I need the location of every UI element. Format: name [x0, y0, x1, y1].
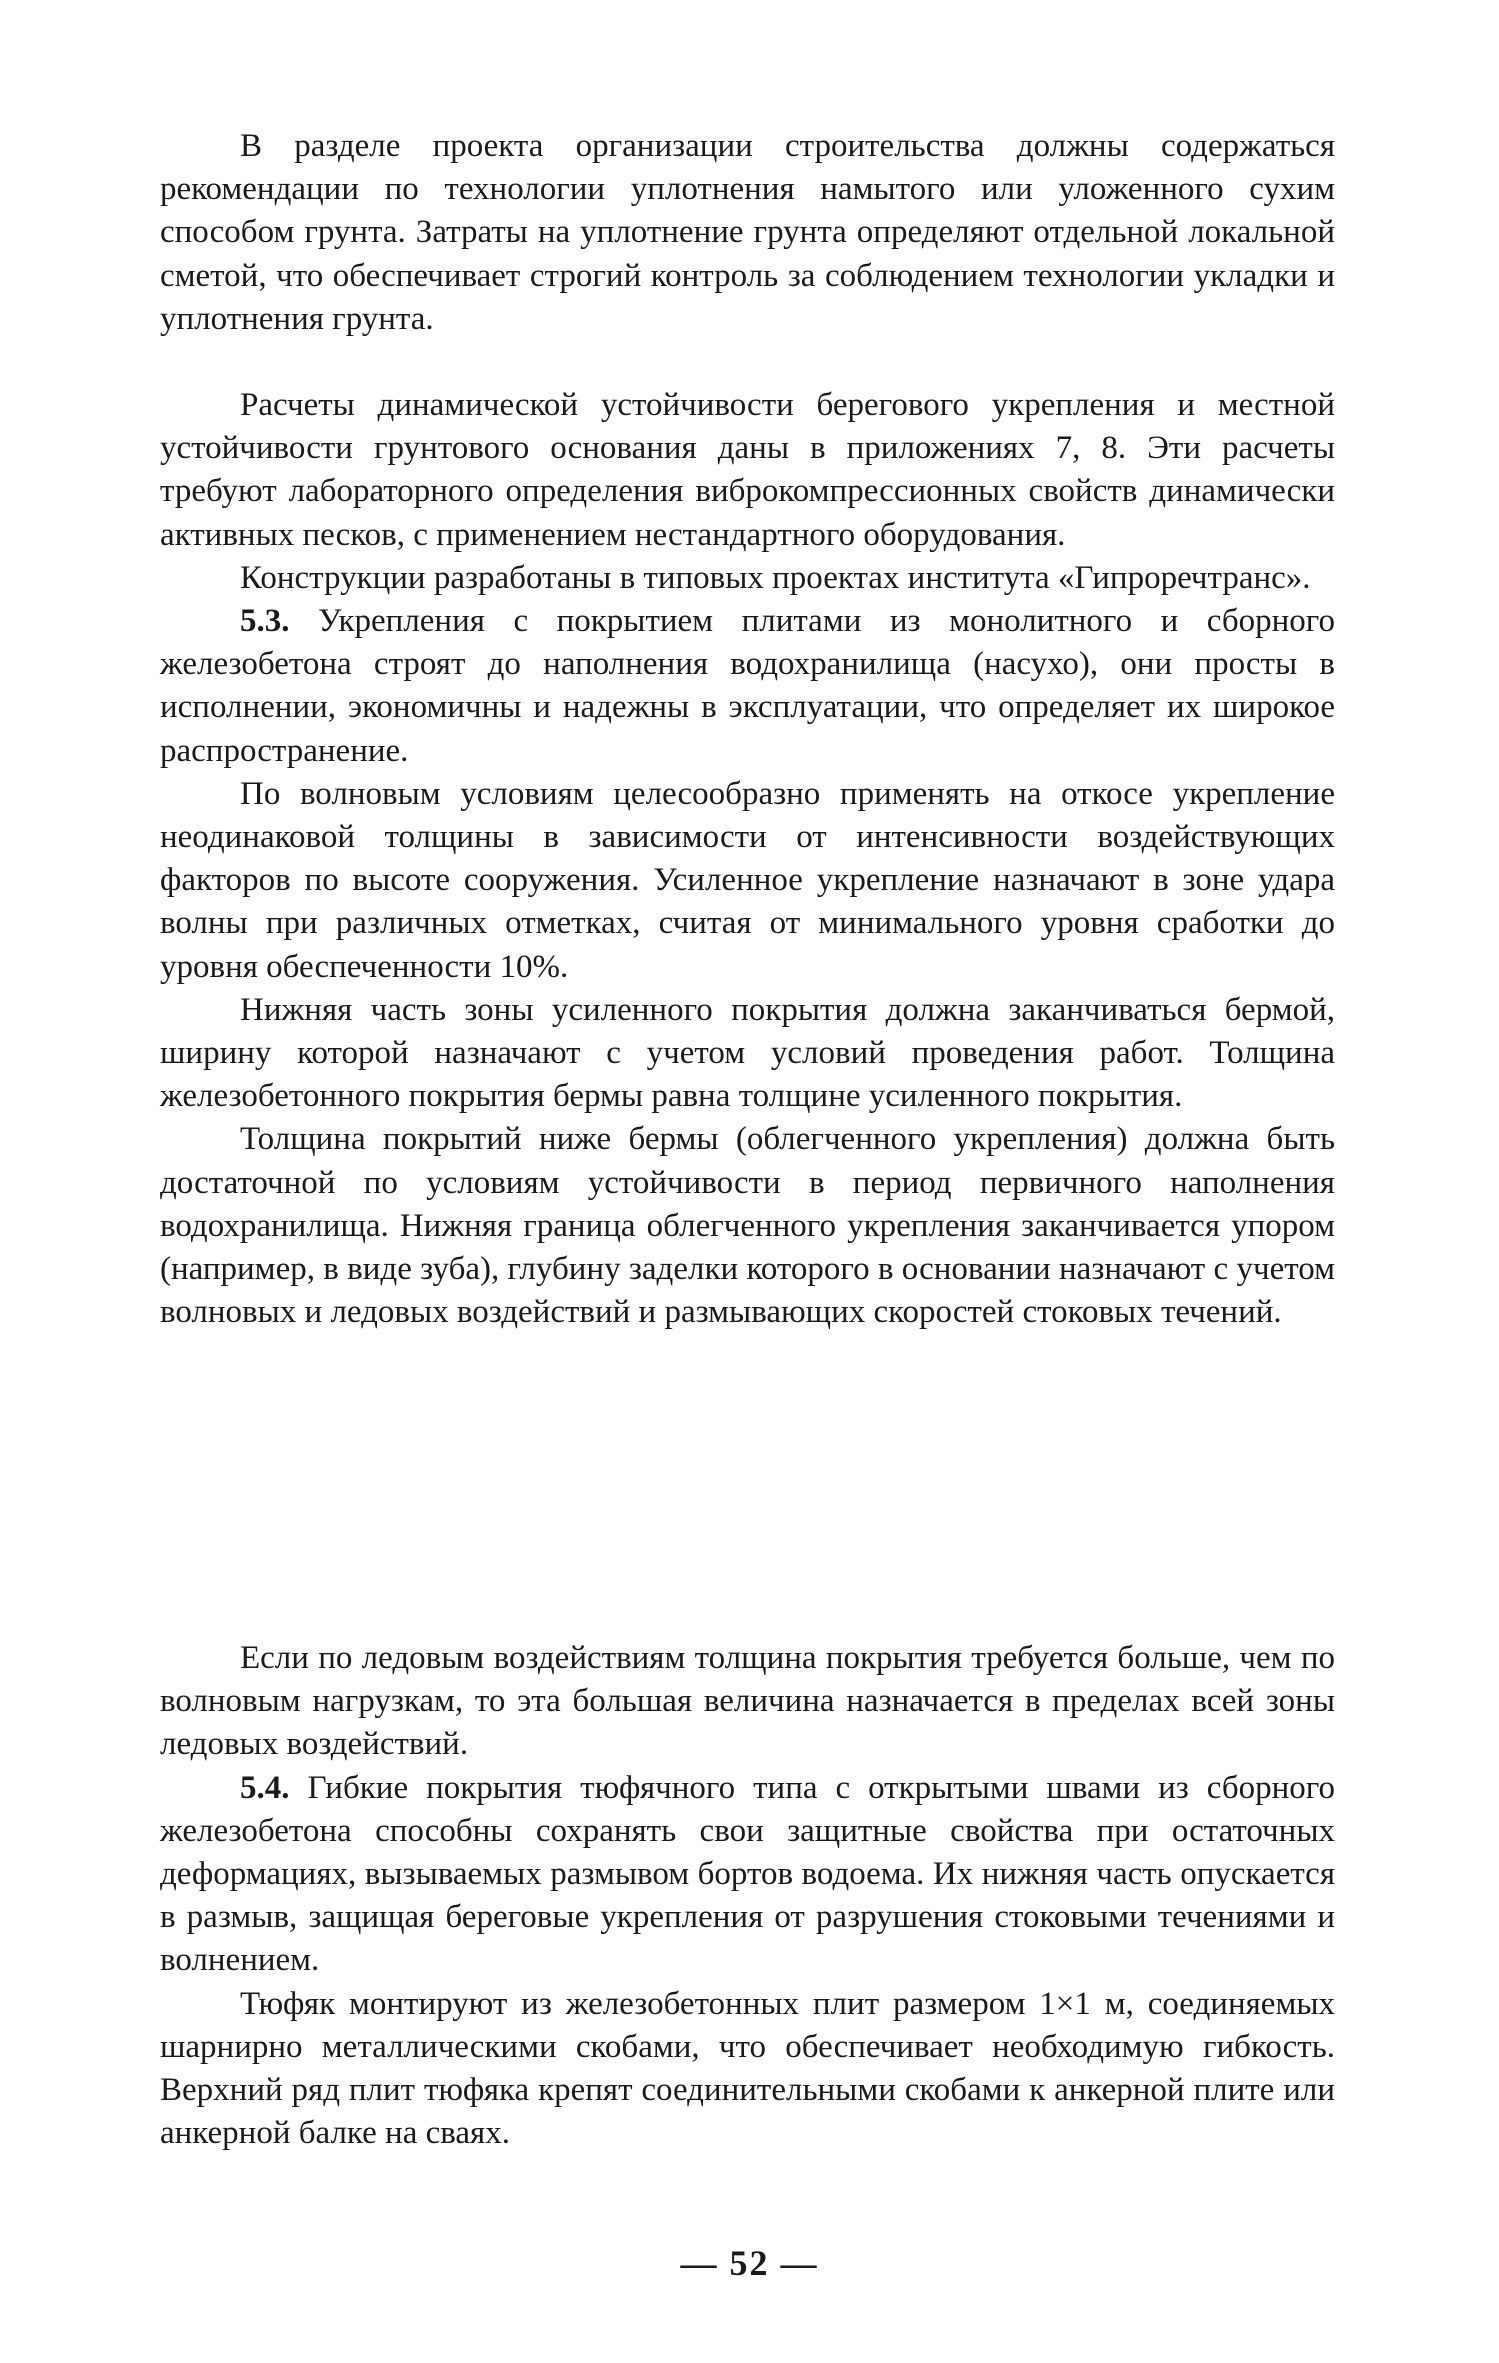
paragraph: [160, 1767, 1335, 1983]
text-block-3: [160, 1637, 1335, 2155]
paragraph-text: Укрепления с покрытием плитами из монолитного и сборного железобетона строят до наполнения водохранилища (насухо), они просты в исполнении, экономичны и надежны в эксплуатации, что определяет их широкое распространение.: [160, 603, 1335, 769]
section-number: 5.3.: [240, 603, 290, 640]
paragraph: [160, 1118, 1335, 1334]
paragraph-text: Нижняя часть зоны усиленного покрытия должна заканчиваться бермой, ширину которой назначают с учетом условий проведения работ. Толщина железобетонного покрытия бермы равна толщине усиленного покрытия.: [160, 991, 1335, 1115]
paragraph-text: Толщина покрытий ниже бермы (облегченного укрепления) должна быть достаточной по условиям устойчивости в период первичного наполнения водохранилища. Нижняя граница облегченного укрепления заканчивается упором (например, в виде зуба), глубину заделки которого в основании назначают с учетом волновых и ледовых воздействий и размывающих скоростей стоковых течений.: [160, 1121, 1335, 1331]
paragraph-text: В разделе проекта организации строительства должны содержаться рекомендации по технологии уплотнения намытого или уложенного сухим способом грунта. Затраты на уплотнение грунта определяют отдельной локальной сметой, что обеспечивает строгий контроль за соблюдением технологии укладки и уплотнения грунта.: [160, 128, 1335, 337]
paragraph-text: Тюфяк монтируют из железобетонных плит размером 1×1 м, соединяемых шарнирно металлическими скобами, что обеспечивает необходимую гибкость. Верхний ряд плит тюфяка крепят соединительными скобами к анкерной плите или анкерной балке на сваях.: [160, 1985, 1335, 2152]
paragraph: [160, 1637, 1335, 1767]
paragraph: [160, 557, 1335, 600]
page-number: — 52 —: [680, 2243, 819, 2283]
paragraph-text: Конструкции разработаны в типовых проектах института «Гипроречтранс».: [240, 559, 1311, 596]
paragraph: [160, 600, 1335, 773]
paragraph-text: Если по ледовым воздействиям толщина покрытия требуется больше, чем по волновым нагрузкам, то эта большая величина назначается в пределах всей зоны ледовых воздействий.: [160, 1640, 1335, 1763]
paragraph-text: Гибкие покрытия тюфячного типа с открытыми швами из сборного железобетона способны сохранять свои защитные свойства при остаточных деформациях, вызываемых размывом бортов водоема. Их нижняя часть опускается в размыв, защищая береговые укрепления от разрушения стоковыми течениями и волнением.: [160, 1769, 1336, 1979]
text-block-1: [160, 125, 1335, 341]
paragraph: [160, 125, 1335, 341]
paragraph: [160, 773, 1335, 989]
paragraph-text: По волновым условиям целесообразно применять на откосе укрепление неодинаковой толщины в зависимости от интенсивности воздействующих факторов по высоте сооружения. Усиленное укрепление назначают в зоне удара волны при различных отметках, считая от минимального уровня сработки до уровня обеспеченности 10%.: [160, 775, 1335, 985]
section-number: 5.4.: [240, 1769, 290, 1806]
paragraph-text: Расчеты динамической устойчивости берегового укрепления и местной устойчивости грунтового основания даны в приложениях 7, 8. Эти расчеты требуют лабораторного определения виброкомпрессионных свойств динамически активных песков, с применением нестандартного оборудования.: [160, 387, 1335, 553]
paragraph: [160, 1983, 1335, 2156]
paragraph: [160, 989, 1335, 1119]
paragraph: [160, 384, 1335, 557]
text-block-2: [160, 384, 1335, 1334]
